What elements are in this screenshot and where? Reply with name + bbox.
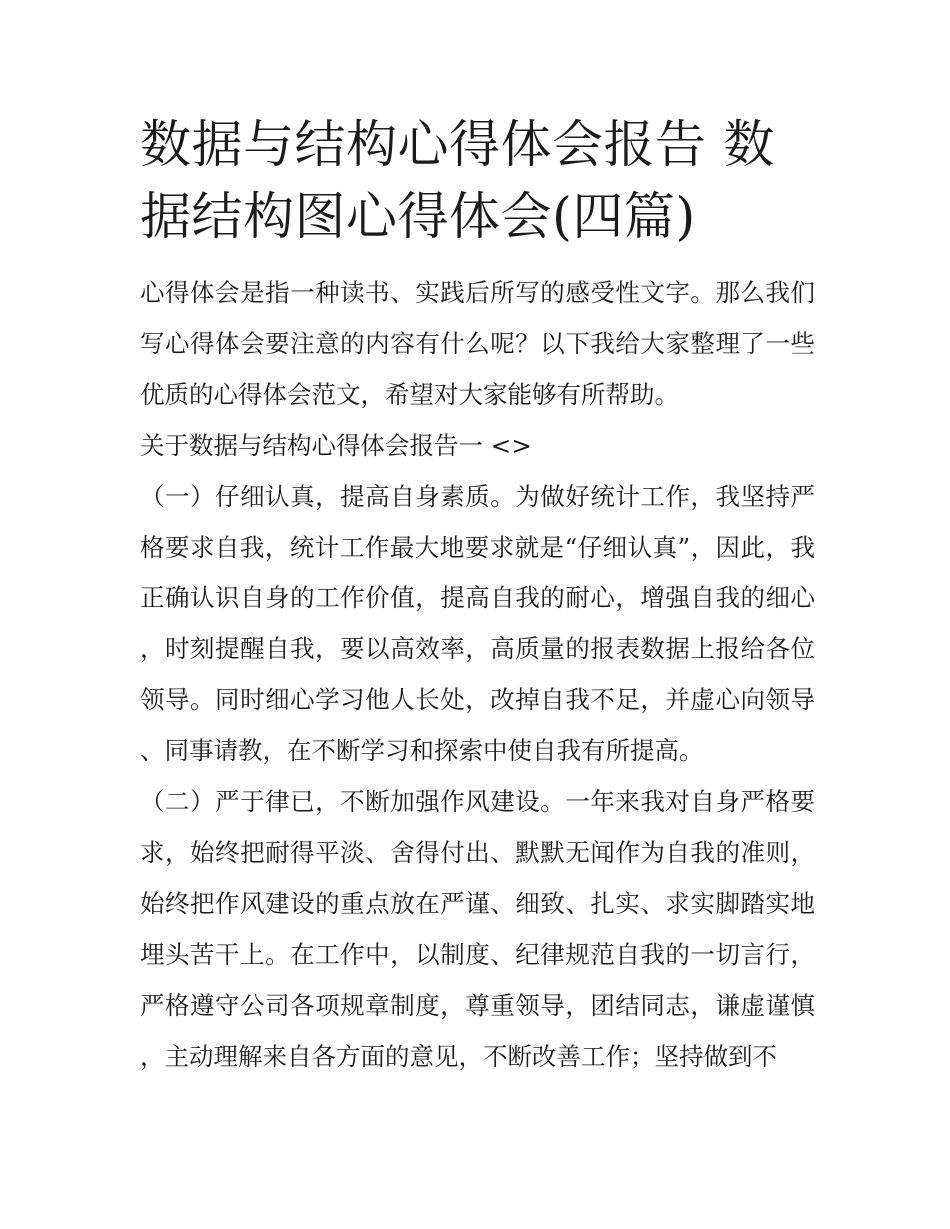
document-body (140, 268, 815, 1083)
intro-paragraph: 心得体会是指一种读书、实践后所写的感受性文字。那么我们写心得体会要注意的内容有什么呢？以下我给大家整理了一些优质的心得体会范文，希望对大家能够有所帮助。 (140, 278, 815, 409)
document-page (140, 110, 815, 1083)
document-title: 数据与结构心得体会报告 数据结构图心得体会(四篇) (140, 116, 775, 247)
body-paragraph-1: （一）仔细认真，提高自身素质。为做好统计工作，我坚持严格要求自我，统计工作最大地要求就是“仔细认真”，因此，我正确认识自身的工作价值，提高自我的耐心，增强自我的细心，时刻提醒自我，要以高效率，高质量的报表数据上报给各位领导。同时细心学习他人长处，改掉自我不足，并虚心向领导、同事请教，在不断学习和探索中使自我有所提高。 (140, 481, 815, 766)
section-heading: 关于数据与结构心得体会报告一 <> (140, 430, 532, 460)
body-paragraph-2: （二）严于律已，不断加强作风建设。一年来我对自身严格要求，始终把耐得平淡、舍得付出、默默无闻作为自我的准则，始终把作风建设的重点放在严谨、细致、扎实、求实脚踏实地埋头苦干上。在工作中，以制度、纪律规范自我的一切言行，严格遵守公司各项规章制度，尊重领导，团结同志，谦虚谨慎，主动理解来自各方面的意见，不断改善工作；坚持做到不 (140, 787, 815, 1071)
